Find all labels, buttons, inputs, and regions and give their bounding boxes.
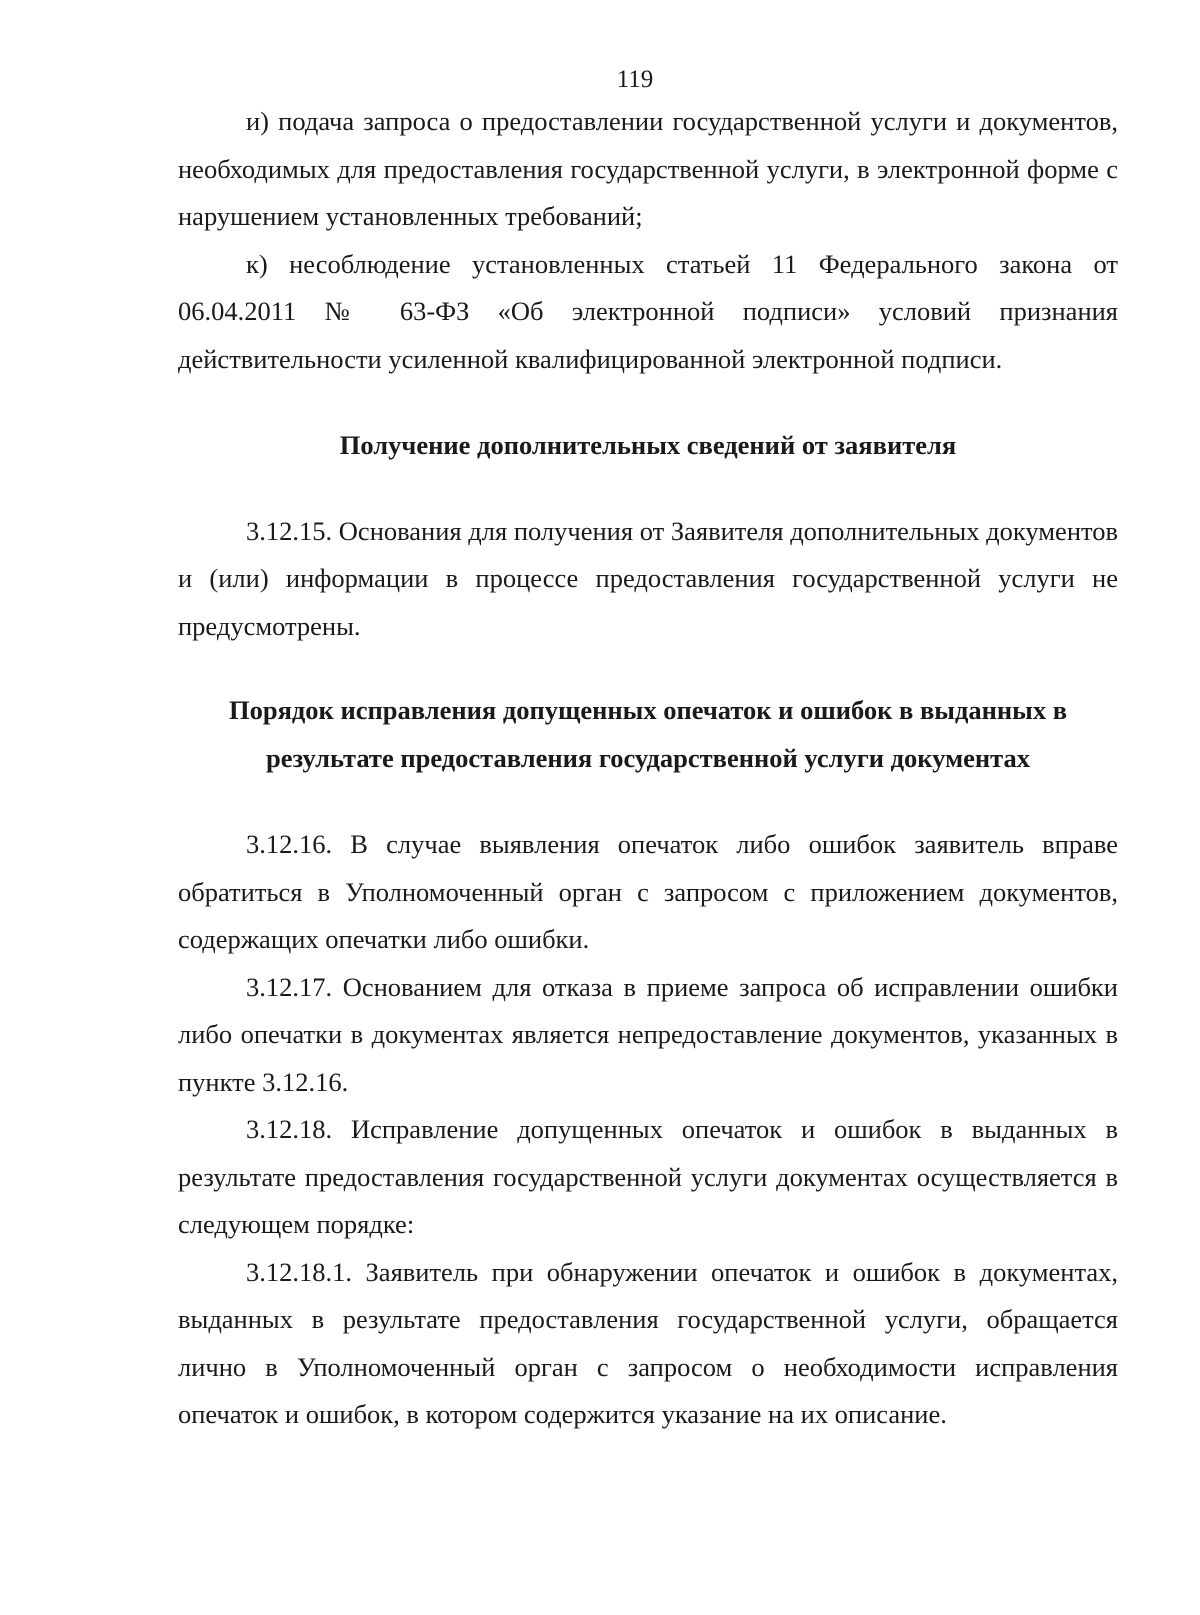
section-heading-line-2: результате предоставления государственной услуги документах — [265, 742, 1031, 773]
page-number: 119 — [616, 66, 654, 93]
paragraph-3-12-18: 3.12.18. Исправление допущенных опечаток и ошибок в выданных в результате предоставления государственной услуги документах осуществляется в следующем порядке: — [178, 1114, 1118, 1239]
paragraph-3-12-15: 3.12.15. Основания для получения от Заявителя дополнительных документов и (или) информации в процессе предоставления государственной услуги не предусмотрены. — [178, 515, 1118, 641]
section-heading-line-1: Порядок исправления допущенных опечаток и ошибок в выданных в — [228, 695, 1068, 725]
paragraph-k: к) несоблюдение установленных статьей 11 Федерального закона от 06.04.2011 № 63-ФЗ «Об электронной подписи» условий признания действительности усиленной квалифицированной электронной подписи. — [178, 248, 1118, 374]
document-body — [178, 98, 1118, 1439]
paragraph-3-12-17: 3.12.17. Основанием для отказа в приеме запроса об исправлении ошибки либо опечатки в документах является непредоставление документов, указанных в пункте 3.12.16. — [178, 971, 1118, 1097]
paragraph-i: и) подача запроса о предоставлении государственной услуги и документов, необходимых для предоставления государственной услуги, в электронной форме с нарушением установленных требований; — [178, 106, 1118, 231]
section-heading-additional-info: Получение дополнительных сведений от заявителя — [339, 430, 957, 460]
paragraph-3-12-18-1: 3.12.18.1. Заявитель при обнаружении опечаток и ошибок в документах, выданных в результате предоставления государственной услуги, обращается лично в Уполномоченный орган с запросом о необходимости исправления опечаток и ошибок, в котором содержится указание на их описание. — [178, 1256, 1118, 1429]
section-heading-corrections — [178, 687, 1118, 782]
paragraph-3-12-16: 3.12.16. В случае выявления опечаток либо ошибок заявитель вправе обратиться в Уполномоченный орган с запросом с приложением документов, содержащих опечатки либо ошибки. — [178, 829, 1118, 954]
